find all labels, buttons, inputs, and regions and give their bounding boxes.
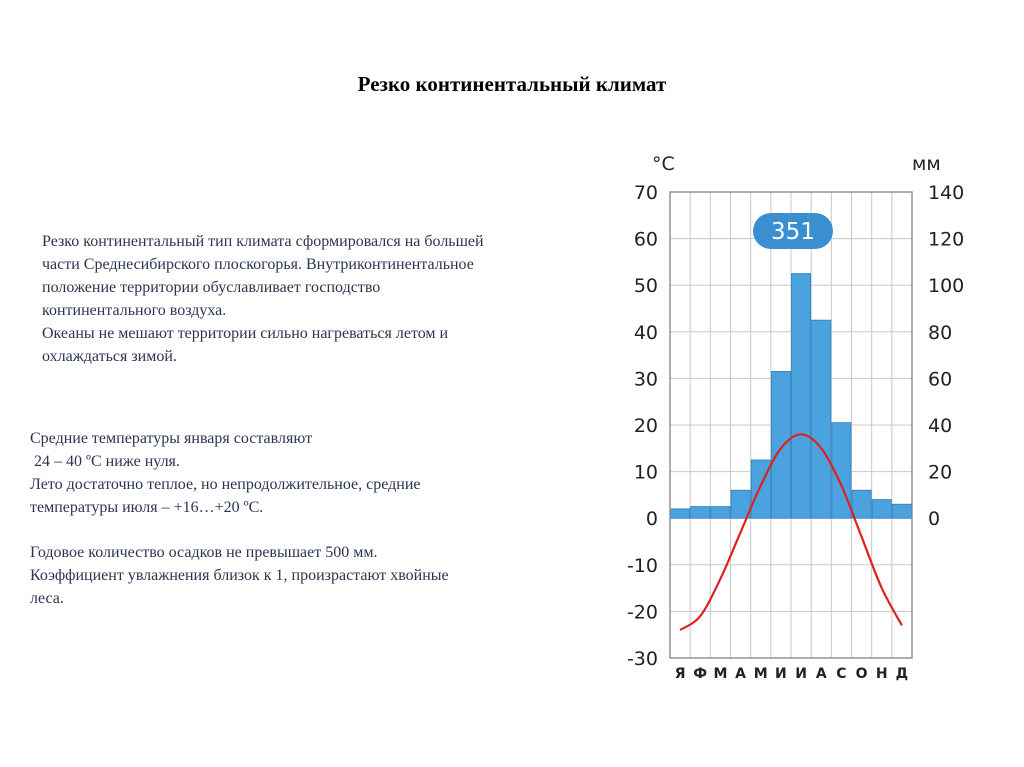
right-tick-label: 60 [928,368,953,391]
right-tick-label: 100 [928,275,965,298]
left-tick-label: 0 [645,508,658,531]
precipitation-bar [691,507,710,519]
right-tick-label: 120 [928,228,965,251]
right-tick-label: 40 [928,415,953,437]
month-label: С [836,666,847,682]
slide-title: Резко континентальный климат [357,72,667,96]
intro-line: части Среднесибирского плоскогорья. Внутриконтинентальное [42,256,474,273]
precipitation-bar [671,509,690,518]
intro-paragraph [42,230,612,368]
temperature-line: Средние температуры января составляют [30,430,313,447]
right-tick-label: 80 [928,321,953,344]
month-label: А [735,666,747,682]
temperature-line: 24 – 40 ºС ниже нуля. [30,453,180,470]
month-label: А [815,666,827,682]
intro-line: охлаждаться зимой. [42,348,177,365]
right-tick-label: 20 [928,461,953,484]
month-label: И [775,666,787,682]
temperature-paragraph [30,427,550,519]
left-tick-label: 50 [633,275,658,298]
precipitation-line: Годовое количество осадков не превышает 500 мм. [30,544,378,561]
temperature-line: Лето достаточно теплое, но непродолжительное, средние [30,476,421,493]
month-label: М [713,666,728,682]
precipitation-line: леса. [30,590,64,607]
temperature-line: температуры июля – +16…+20 ºС. [30,499,264,516]
precipitation-line: Коэффициент увлажнения близок к 1, произрастают хвойные [30,567,449,584]
precipitation-bar [771,371,790,518]
left-tick-label: -20 [626,601,658,624]
month-label: Я [674,666,686,682]
month-label: М [753,666,768,682]
right-tick-label: 0 [928,508,941,531]
month-label: Н [875,666,888,682]
precipitation-bar [812,320,831,518]
precipitation-bar [792,274,811,519]
intro-line: Океаны не мешают территории сильно нагреваться летом и [42,325,449,342]
intro-line: Резко континентальный тип климата сформировался на большей [42,233,484,250]
precipitation-bar [751,460,770,518]
left-tick-label: 20 [633,415,658,437]
precipitation-bar [852,490,871,518]
month-label: О [855,666,868,682]
left-tick-label: 10 [633,461,658,484]
right-axis-unit: мм [912,153,941,175]
month-label: Ф [693,666,708,682]
left-tick-label: 60 [633,228,658,251]
left-tick-label: 40 [633,321,658,344]
total-precipitation-badge [753,213,833,249]
chart-grid [670,192,912,658]
month-label: И [795,666,807,682]
precipitation-bar [711,507,730,519]
total-precipitation-value: 351 [771,219,815,245]
precipitation-bar [892,504,911,518]
climate-chart [610,140,990,700]
left-axis-unit: °C [652,153,675,175]
right-tick-label: 140 [928,182,965,204]
month-label: Д [895,666,909,682]
precipitation-paragraph [30,541,570,610]
intro-line: положение территории обуславливает господство [42,279,381,296]
left-tick-label: -30 [626,648,658,670]
climate-chart-container [610,140,990,700]
left-tick-label: 70 [633,182,658,204]
intro-line: континентального воздуха. [42,302,227,319]
left-tick-label: -10 [626,554,658,577]
left-tick-label: 30 [633,368,658,391]
precipitation-bar [872,500,891,519]
